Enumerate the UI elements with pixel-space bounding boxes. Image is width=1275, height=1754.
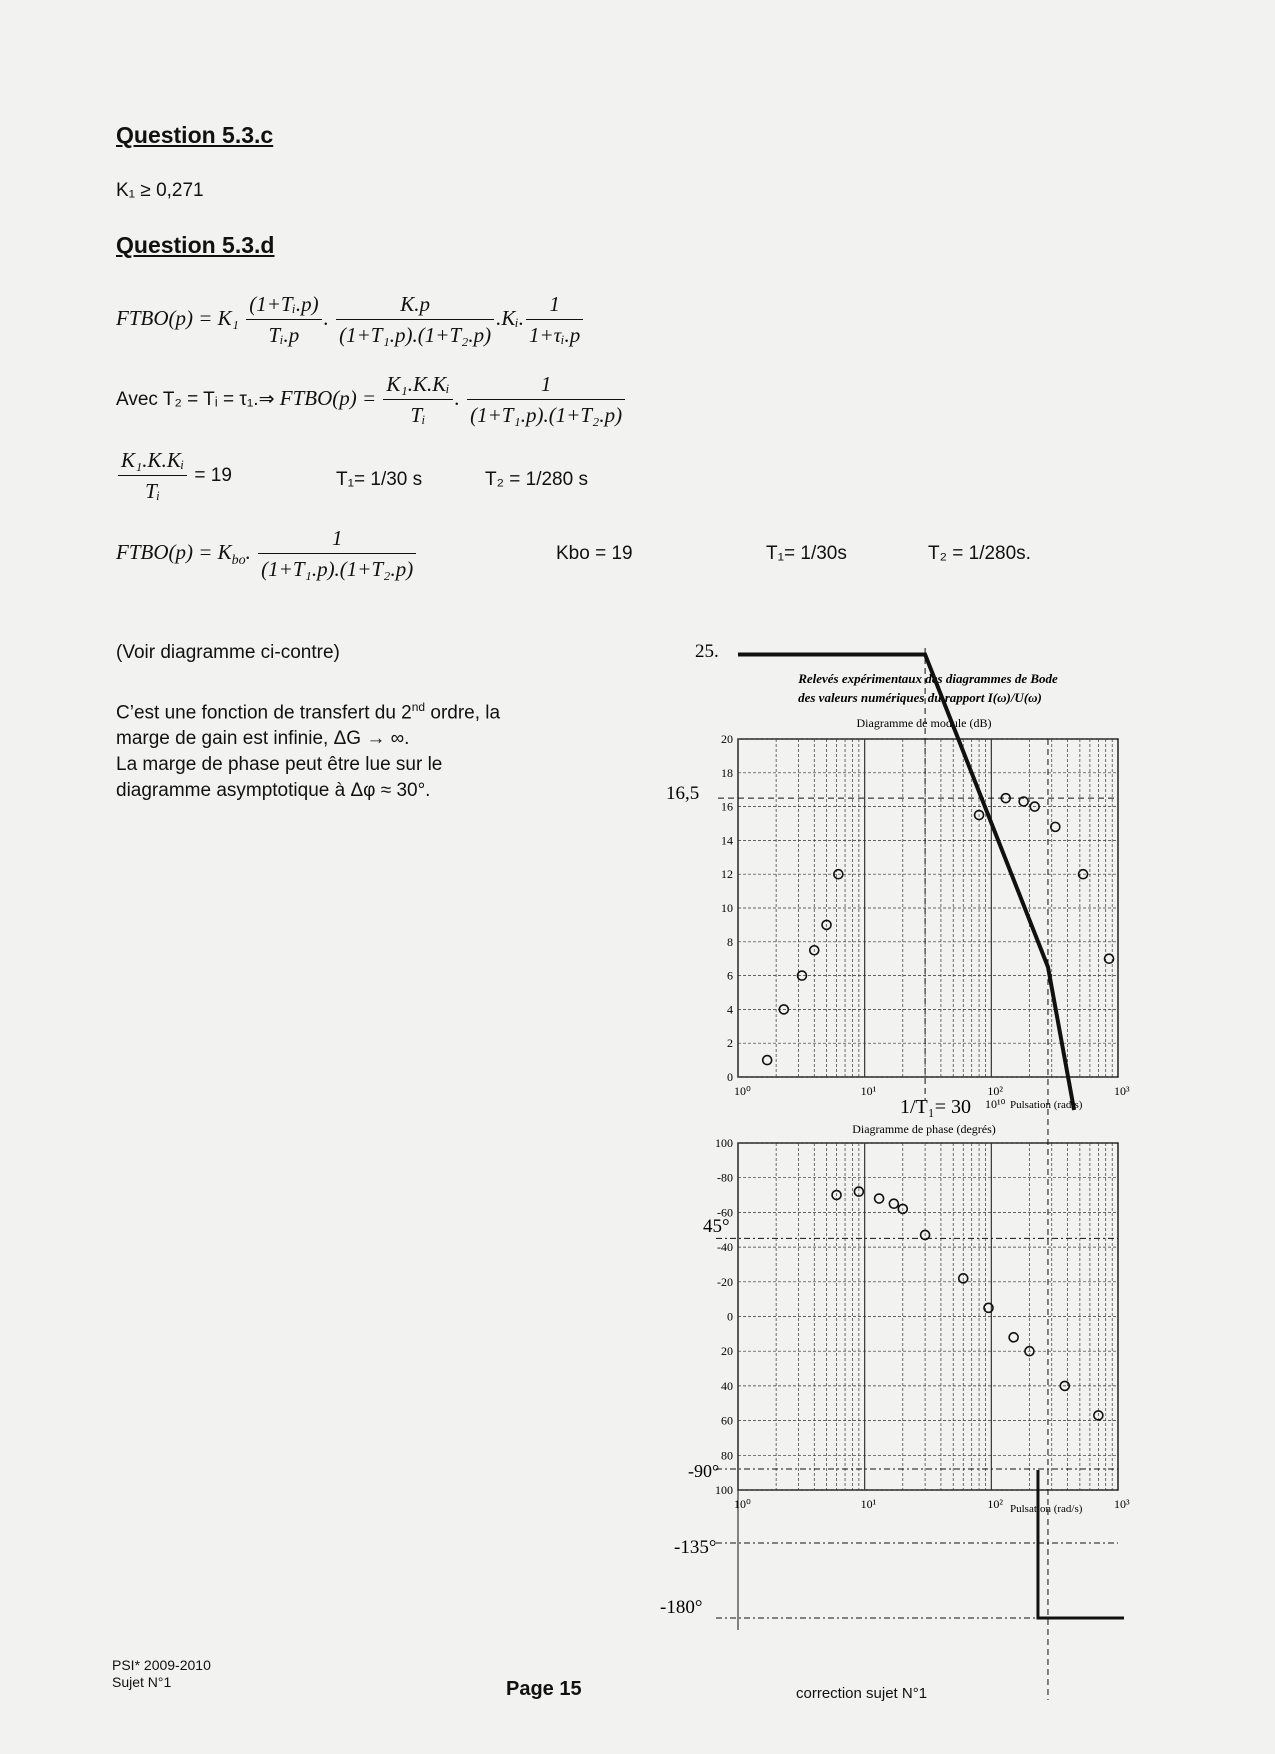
kbo-value: Kbo = 19 (556, 543, 633, 564)
y-tick-label: 18 (721, 765, 733, 780)
eq1-lhs: FTBO(p) = K₁ (116, 305, 239, 330)
annotation-25db: 25. (695, 641, 719, 662)
y-tick-label: 100 (715, 1136, 733, 1150)
eq1-f2-num: K.p (336, 292, 494, 320)
eq1-f3-num: 1 (526, 292, 583, 320)
result-k1: K₁ ≥ 0,271 (116, 180, 204, 201)
eq3-den: (1+T₁.p).(1+T₂.p) (261, 557, 414, 581)
p1-b: ordre, la (425, 702, 501, 724)
y-tick-label: 80 (721, 1448, 733, 1463)
page-number: Page 15 (506, 1678, 582, 1700)
eq2-f2-num: 1 (467, 372, 625, 400)
y-tick-label: 2 (727, 1036, 733, 1051)
y-tick-label: 8 (727, 934, 733, 949)
annotation-10-10: 10¹⁰ (985, 1097, 1006, 1111)
data-point (875, 1194, 884, 1203)
eq2-f2-den: (1+T₁.p).(1+T₂.p) (470, 403, 623, 427)
magnitude-chart (666, 641, 1130, 1700)
gain-den: Tᵢ (145, 479, 161, 503)
y-tick-label: 100 (715, 1483, 733, 1497)
y-tick-label: -80 (717, 1170, 733, 1185)
eq1-f1-den: Tᵢ.p (268, 323, 300, 347)
x-axis-label: Pulsation (rad/s) (1010, 1503, 1083, 1515)
x-tick-label: 10² (987, 1497, 1003, 1511)
y-tick-label: 20 (721, 732, 733, 746)
y-tick-label: 0 (727, 1309, 733, 1324)
chart-subtitle: Diagramme de module (dB) (856, 716, 992, 730)
t1-value-b: T₁= 1/30s (766, 543, 847, 564)
footer-class: PSI* 2009-2010 (112, 1657, 211, 1673)
x-tick-label: 10¹ (860, 1497, 877, 1511)
equation-ftbo-3: FTBO(p) = $K_{bo}$. $\frac{1}{\text{(1+T₁.p).(1+T₂.p)}}$ (116, 526, 418, 582)
y-tick-label: 14 (721, 833, 733, 848)
y-tick-label: 60 (721, 1413, 733, 1428)
chart-title-line1: Relevés expérimentaux des diagrammes de Bode (798, 671, 1058, 686)
p1-a: C’est une fonction de transfert du 2 (116, 702, 412, 724)
data-point (1105, 954, 1114, 963)
eq2-f1-num: K₁.K.Kᵢ (383, 372, 452, 400)
data-point (763, 1056, 772, 1065)
eq2-f1-den: Tᵢ (410, 403, 426, 427)
eq1-f3-den: 1+τᵢ.p (529, 323, 581, 347)
heading-q53d: Question 5.3.d (116, 232, 275, 258)
phase-asymptote (1038, 1470, 1124, 1618)
chart-title-line2: des valeurs numériques du rapport I(ω)/U(ω) (798, 690, 1042, 705)
x-axis-label: Pulsation (rad/s) (1010, 1099, 1083, 1111)
annotation-45deg: 45° (703, 1216, 730, 1237)
footer-left (112, 1657, 211, 1691)
y-tick-label: 40 (721, 1378, 733, 1393)
y-tick-label: -40 (717, 1240, 733, 1255)
y-tick-label: -20 (717, 1274, 733, 1289)
equation-ftbo-2: Avec T₂ = Tᵢ = τ₁.⇒ FTBO(p) = $\frac{\text{K₁.K.Kᵢ}}{\text{Tᵢ}}$ . $\frac{1}{\text{(1+T₁.p).(1+T₂.p)}}$ (116, 372, 627, 428)
p1-sup: nd (411, 700, 426, 714)
annotation-minus-135deg: -135° (674, 1537, 717, 1558)
annotation-1-over-t1: 1/T₁= 30 (900, 1096, 972, 1118)
annotation-16-5db: 16,5 (666, 783, 700, 804)
x-tick-label: 10³ (1114, 1497, 1130, 1511)
voir-diagramme: (Voir diagramme ci-contre) (116, 642, 340, 663)
p1-line2: marge de gain est infinie, ΔG → ∞. (116, 728, 410, 750)
p2-line2: diagramme asymptotique à Δφ ≈ 30°. (116, 780, 431, 802)
t2-value-a: T₂ = 1/280 s (485, 469, 588, 490)
eq2-lhs: FTBO(p) = (279, 385, 377, 410)
x-tick-label: 10⁰ (734, 1084, 751, 1098)
phase-chart (660, 1122, 1130, 1630)
y-tick-label: 12 (721, 867, 733, 882)
footer-right: correction sujet N°1 (796, 1685, 928, 1702)
annotation-minus-90deg: -90° (688, 1461, 720, 1481)
data-point (1051, 822, 1060, 831)
y-tick-label: 20 (721, 1344, 733, 1359)
eq1-f1-num: (1+Tᵢ.p) (246, 292, 321, 320)
eq3-sub: bo (231, 553, 246, 568)
eq3-num: 1 (258, 526, 416, 554)
data-point (889, 1199, 898, 1208)
p2-line1: La marge de phase peut être lue sur le (116, 754, 443, 776)
y-tick-label: -60 (717, 1205, 733, 1220)
x-tick-label: 10⁰ (734, 1497, 751, 1511)
eq3-lhs: FTBO(p) = K (116, 539, 232, 564)
y-tick-label: 6 (727, 968, 733, 983)
gain-num: K₁.K.Kᵢ (118, 448, 187, 476)
eq1-mid: .Kᵢ. (496, 305, 525, 330)
eq1-f2-den: (1+T₁.p).(1+T₂.p) (339, 323, 492, 347)
chart-subtitle: Diagramme de phase (degrés) (852, 1122, 996, 1136)
y-tick-label: 10 (721, 901, 733, 915)
t1-value-a: T₁= 1/30 s (336, 469, 423, 490)
y-tick-label: 16 (721, 799, 733, 814)
gain-value: = 19 (194, 464, 232, 486)
t2-value-b: T₂ = 1/280s. (928, 543, 1031, 564)
avec-text: Avec T₂ = Tᵢ = τ₁.⇒ (116, 388, 275, 410)
y-tick-label: 4 (727, 1002, 733, 1017)
footer-subject: Sujet N°1 (112, 1674, 172, 1690)
heading-q53c: Question 5.3.c (116, 122, 274, 148)
data-point (1009, 1333, 1018, 1342)
equation-ftbo-1: FTBO(p) = K₁ $\frac{\text{(1+Tᵢ.p)}}{\text{Tᵢ.p}}$ . $\frac{K.p}{\text{(1+T₁.p).(1+T₂.p)}}$ .Kᵢ. $\frac{1}{\text{1+τᵢ.p}}$ (116, 292, 585, 348)
y-tick-label: 0 (727, 1070, 733, 1084)
x-tick-label: 10² (987, 1084, 1003, 1098)
x-tick-label: 10³ (1114, 1084, 1130, 1098)
x-tick-label: 10¹ (860, 1084, 877, 1098)
annotation-minus-180deg: -180° (660, 1597, 703, 1618)
